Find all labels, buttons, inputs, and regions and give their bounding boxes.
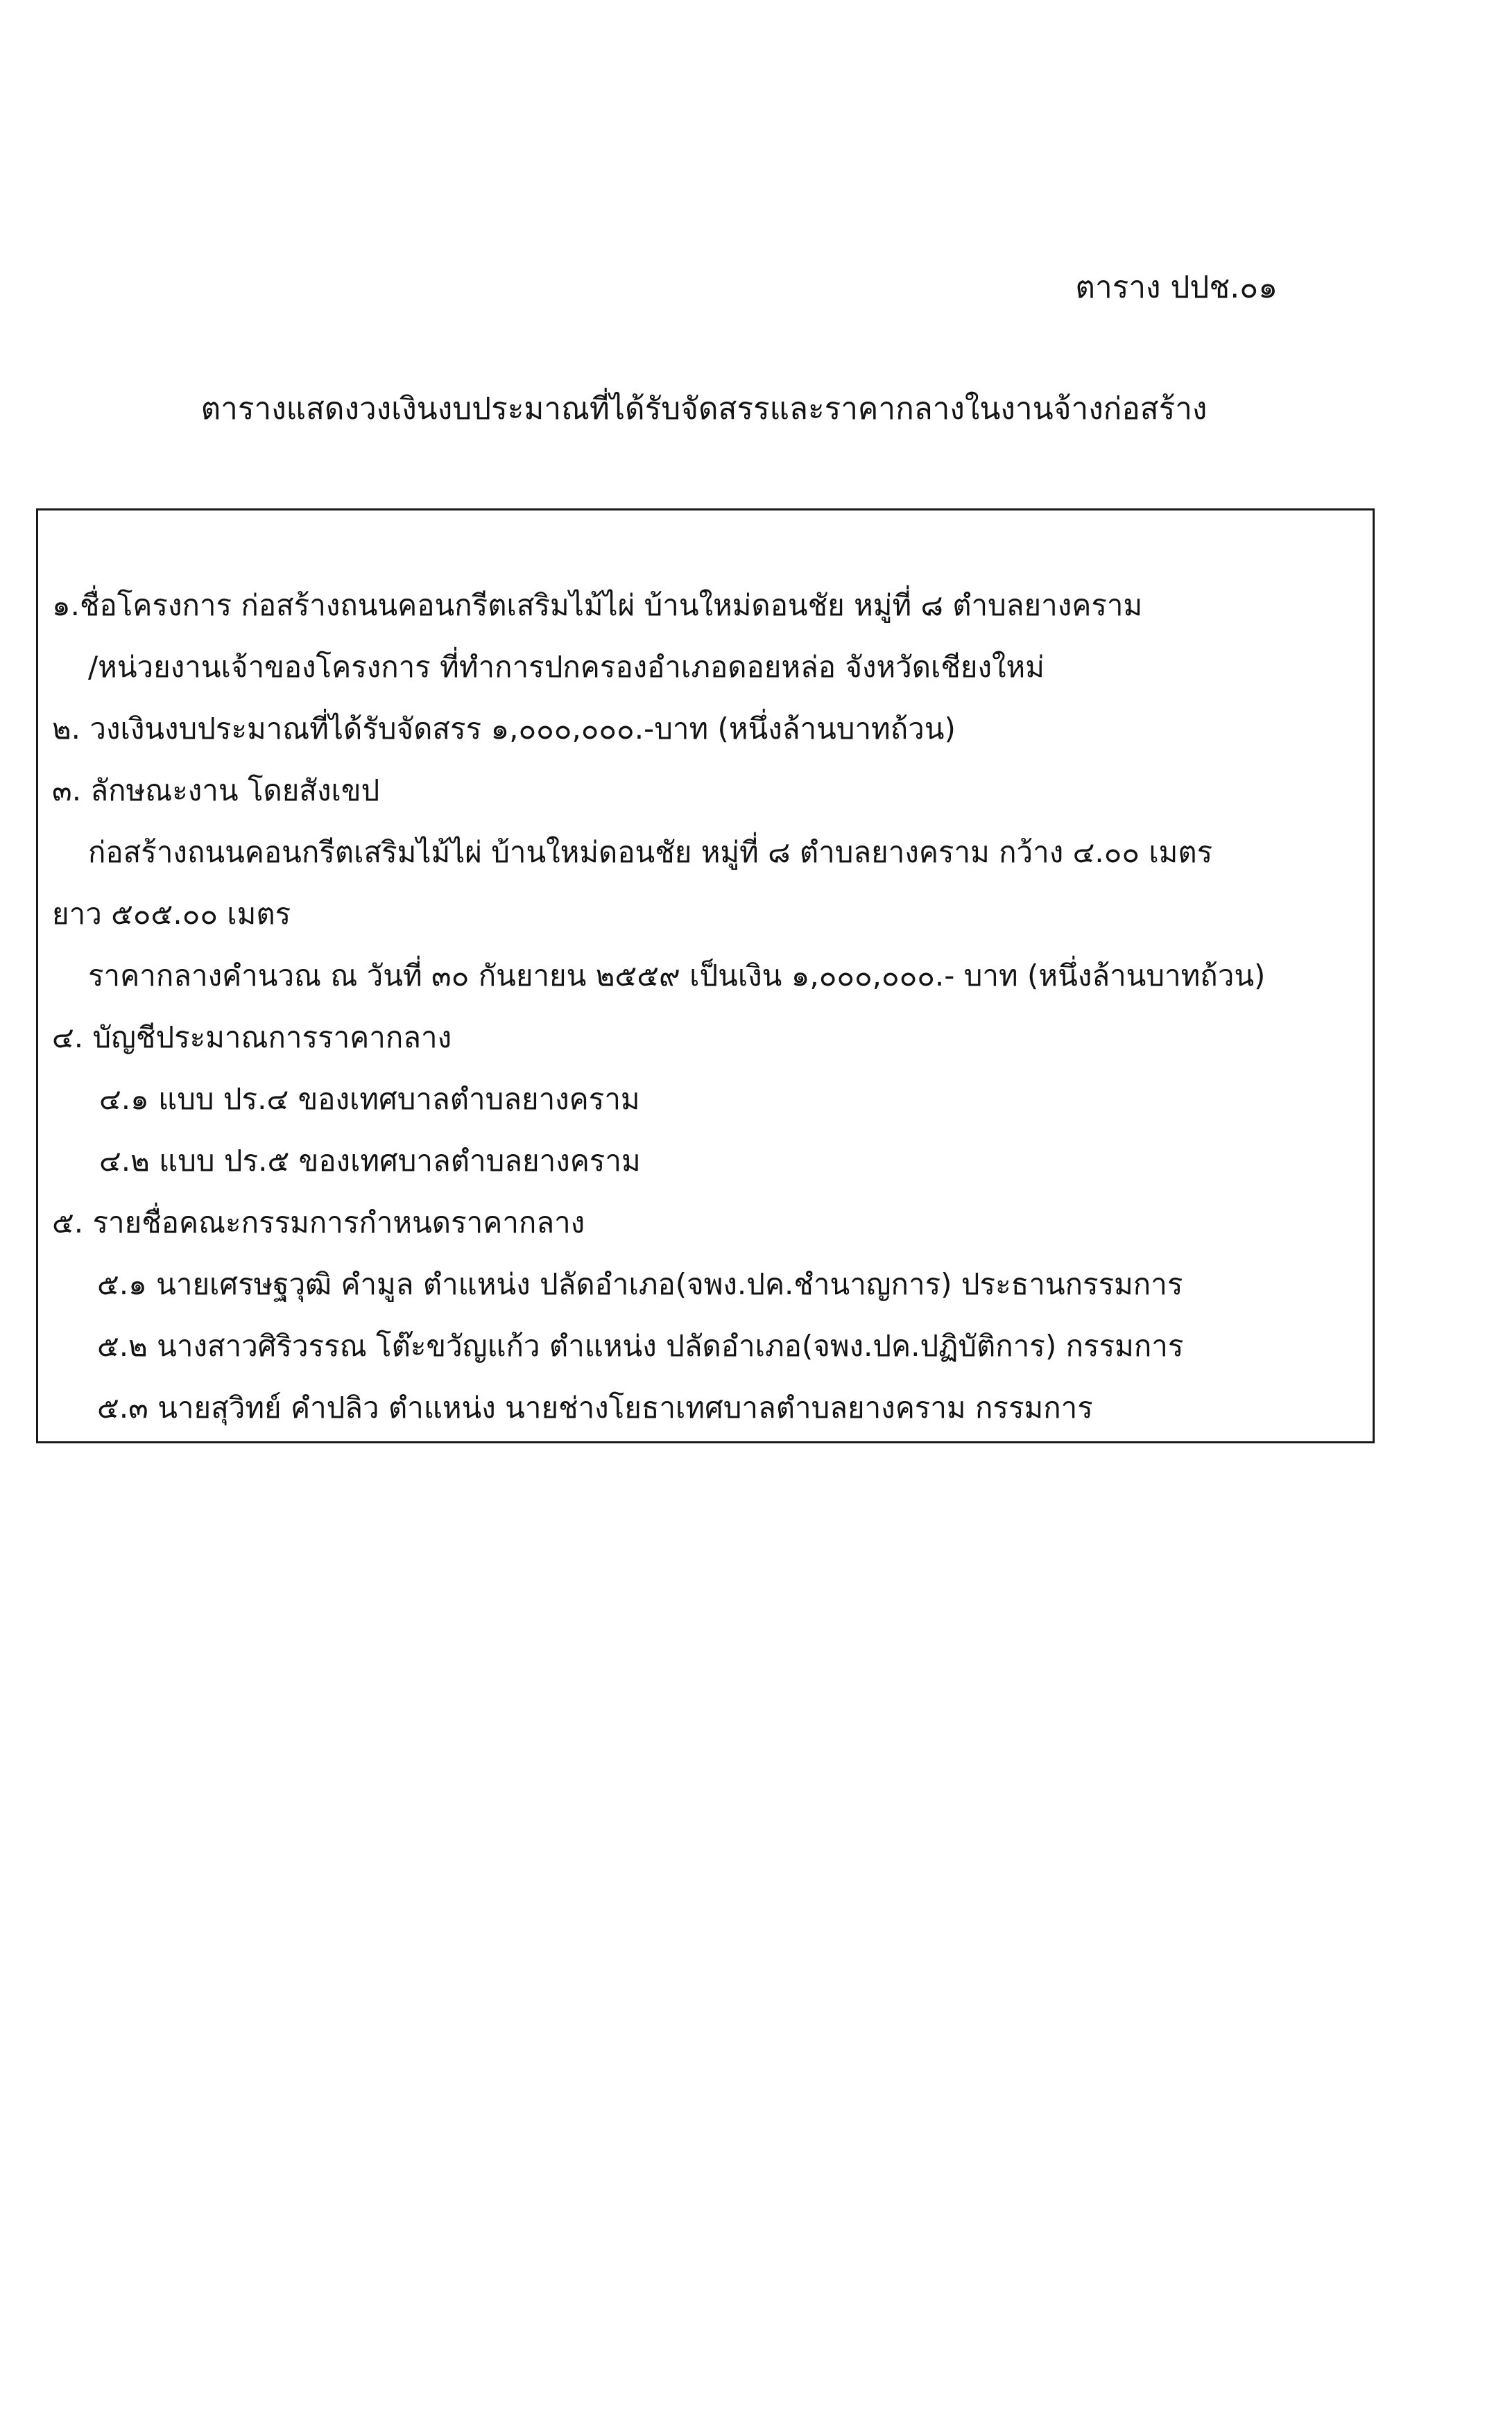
- committee-heading: ๕. รายชื่อคณะกรรมการกำหนดราคากลาง: [52, 1205, 585, 1239]
- work-length-line: ยาว ๕๐๕.๐๐ เมตร: [52, 897, 291, 931]
- committee-member-3: ๕.๓ นายสุวิทย์ คำปลิว ตำแหน่ง นายช่างโยธาเทศบาลตำบลยางคราม กรรมการ: [97, 1391, 1093, 1425]
- work-summary-heading: ๓. ลักษณะงาน โดยสังเขป: [52, 773, 380, 807]
- median-price-line: ราคากลางคำนวณ ณ วันที่ ๓๐ กันยายน ๒๕๕๙ เป็นเงิน ๑,๐๐๐,๐๐๐.- บาท (หนึ่งล้านบาทถ้วน): [88, 959, 1266, 993]
- estimate-item-2: ๔.๒ แบบ ปร.๕ ของเทศบาลตำบลยางคราม: [99, 1144, 641, 1178]
- estimate-heading: ๔. บัญชีประมาณการราคากลาง: [52, 1020, 452, 1054]
- budget-line: ๒. วงเงินงบประมาณที่ได้รับจัดสรร ๑,๐๐๐,๐๐๐.-บาท (หนึ่งล้านบาทถ้วน): [52, 712, 956, 746]
- document-title: ตารางแสดงวงเงินงบประมาณที่ได้รับจัดสรรและราคากลางในงานจ้างก่อสร้าง: [200, 391, 1208, 427]
- work-description-line: ก่อสร้างถนนคอนกรีตเสริมไม้ไผ่ บ้านใหม่ดอนชัย หมู่ที่ ๘ ตำบลยางคราม กว้าง ๔.๐๐ เมตร: [88, 835, 1213, 869]
- form-code: ตาราง ปปช.๐๑: [1075, 270, 1278, 305]
- committee-member-2: ๕.๒ นางสาวศิริวรรณ โต๊ะขวัญแก้ว ตำแหน่ง ปลัดอำเภอ(จพง.ปค.ปฏิบัติการ) กรรมการ: [97, 1329, 1184, 1363]
- info-box: [36, 508, 1375, 1443]
- committee-member-1: ๕.๑ นายเศรษฐวุฒิ คำมูล ตำแหน่ง ปลัดอำเภอ(จพง.ปค.ชำนาญการ) ประธานกรรมการ: [97, 1267, 1183, 1301]
- estimate-item-1: ๔.๑ แบบ ปร.๔ ของเทศบาลตำบลยางคราม: [99, 1082, 640, 1116]
- project-name-line: ๑.ชื่อโครงการ ก่อสร้างถนนคอนกรีตเสริมไม้ไผ่ บ้านใหม่ดอนชัย หมู่ที่ ๘ ตำบลยางคราม: [52, 588, 1143, 622]
- project-owner-line: /หน่วยงานเจ้าของโครงการ ที่ทำการปกครองอำเภอดอยหล่อ จังหวัดเชียงใหม่: [88, 650, 1045, 684]
